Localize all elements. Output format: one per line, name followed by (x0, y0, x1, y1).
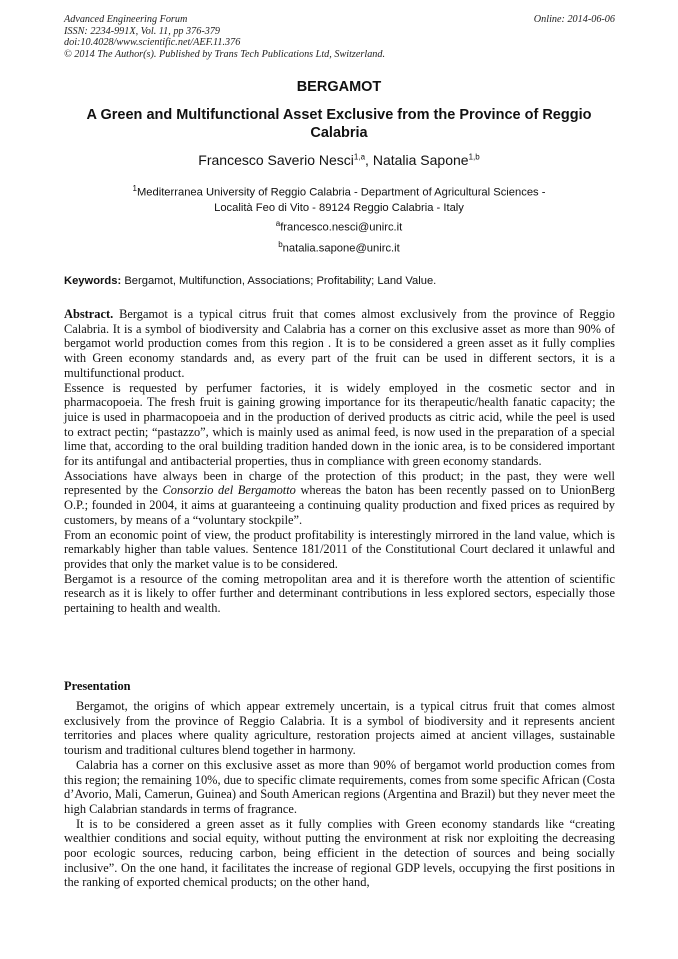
paper-subtitle: A Green and Multifunctional Asset Exclusive from the Province of Reggio Calabria (86, 107, 592, 141)
abstract-label: Abstract. (64, 307, 114, 321)
abstract-text: Associations have always been in charge of the protection of this product; in the past, they were well represented by the (64, 468, 615, 498)
keywords-text: Bergamot, Multifunction, Associations; Profitability; Land Value. (124, 275, 437, 287)
section-heading: Presentation (64, 679, 131, 693)
abstract-paragraph (64, 307, 615, 381)
presentation-section (64, 699, 615, 890)
email-line (64, 219, 614, 234)
affiliation-line: Mediterranea University of Reggio Calabria - Department of Agricultural Sciences - (136, 186, 546, 199)
abstract-paragraph (64, 469, 615, 528)
issn: ISSN: 2234-991X, Vol. 11, pp 376-379 (64, 25, 221, 37)
paper-title: BERGAMOT (296, 79, 382, 95)
body-paragraph: Calabria has a corner on this exclusive asset as more than 90% of bergamot world production comes from this region; the remaining 10%, due to specific climate requirements, comes from some specific African (Costa d’Avorio, Mali, Camerun, Guinea) and South American regions (Argentina and Brazil) but they never meet the high Calabrian standards in terms of fragrance. (64, 757, 615, 816)
journal-header (64, 14, 615, 60)
email-address[interactable]: francesco.nesci@unirc.it (280, 221, 403, 234)
author-sup: 1,b (468, 152, 480, 162)
keywords-label: Keywords: (64, 275, 122, 287)
abstract-paragraph: Bergamot is a resource of the coming metropolitan area and it is therefore worth the attention of scientific research as it is likely to offer further and determinant contributions in less explored sectors, especially those pertaining to health and wealth. (64, 571, 615, 616)
keywords (64, 275, 614, 287)
doi: doi:10.4028/www.scientific.net/AEF.11.376 (64, 37, 241, 49)
abstract-paragraph: Essence is requested by perfumer factories, it is widely employed in the cosmetic sector and in pharmacopoeia. The fresh fruit is gaining growing importance for its therapeutic/health fanatic capacity; the juice is used in pharmacopoeia and in the production of derived products as citric acid, while the peel is used to extract pectin; “pastazzo”, which is mainly used as animal feed, is now used in the preparation of a special lime that, according to the oral building tradition handed down in the ionic area, is to be considered important for its antifungal and antibacterial properties, thus in compliance with green economy standards. (64, 380, 615, 469)
abstract-text: whereas the baton has been recently passed on to UnionBerg O.P.; founded in 2004, it aims at guaranteeing a continuing quality production and fixed prices as required by customers, by means of a “voluntary stockpile”. (64, 483, 615, 527)
body-paragraph: Bergamot, the origins of which appear extremely uncertain, is a typical citrus fruit that comes almost exclusively from the province of Reggio Calabria. It is a symbol of biodiversity and it represents ancient territories and places where quality agriculture, restoration projects aimed at ancient villages, sustainable tourism and traditional cultures blend together in harmony. (64, 699, 615, 758)
authors: Francesco Saverio Nesci$^{1,a}$, Natalia Sapone$^{1,b}$ (198, 152, 480, 168)
affiliation (64, 181, 614, 216)
email-address[interactable]: natalia.sapone@unirc.it (282, 242, 400, 255)
online-date: Online: 2014-06-06 (533, 14, 615, 25)
email-sup: b (278, 240, 283, 249)
abstract-paragraph: From an economic point of view, the product profitability is interestingly mirrored in the land value, which is remarkably higher than table values. Sentence 181/2011 of the Constitutional Court declared it unlawful and provides that only the market value is to be considered. (64, 527, 615, 571)
email-line (64, 240, 614, 255)
body-paragraph: It is to be considered a green asset as it fully complies with Green economy standards like “creating wealthier conditions and social equity, without putting the environment at risk nor exploiting the decreasing poor ecologic sources, reducing carbon, being efficient in the detection of sources and being socially inclusive”. On the one hand, it facilitates the increase of regional GDP levels, occupying the first positions in the ranking of exported chemical products; on the other hand, (64, 816, 615, 890)
abstract-text: Bergamot is a typical citrus fruit that comes almost exclusively from the province of Reggio Calabria. It is a symbol of biodiversity and Calabria has a corner on this exclusive asset as more than 90% of bergamot world production comes from this region . It is to be considered a green asset as it fully complies with Green economy standards and, as every part of the fruit can be used in different sectors, it is a multifunctional product. (64, 307, 615, 380)
author-sup: 1,a (353, 152, 366, 162)
author-name: Natalia Sapone (372, 152, 469, 168)
consortium-name: Consorzio del Bergamotto (162, 483, 296, 498)
affiliation-line: Località Feo di Vito - 89124 Reggio Calabria - Italy (214, 201, 464, 214)
author-name: Francesco Saverio Nesci (198, 152, 354, 168)
journal-name: Advanced Engineering Forum (64, 14, 188, 25)
abstract (64, 307, 615, 616)
email-sup: a (275, 219, 281, 228)
affiliation-sup: 1 (132, 184, 137, 193)
copyright: © 2014 The Author(s). Published by Trans Tech Publications Ltd, Switzerland. (64, 48, 386, 60)
